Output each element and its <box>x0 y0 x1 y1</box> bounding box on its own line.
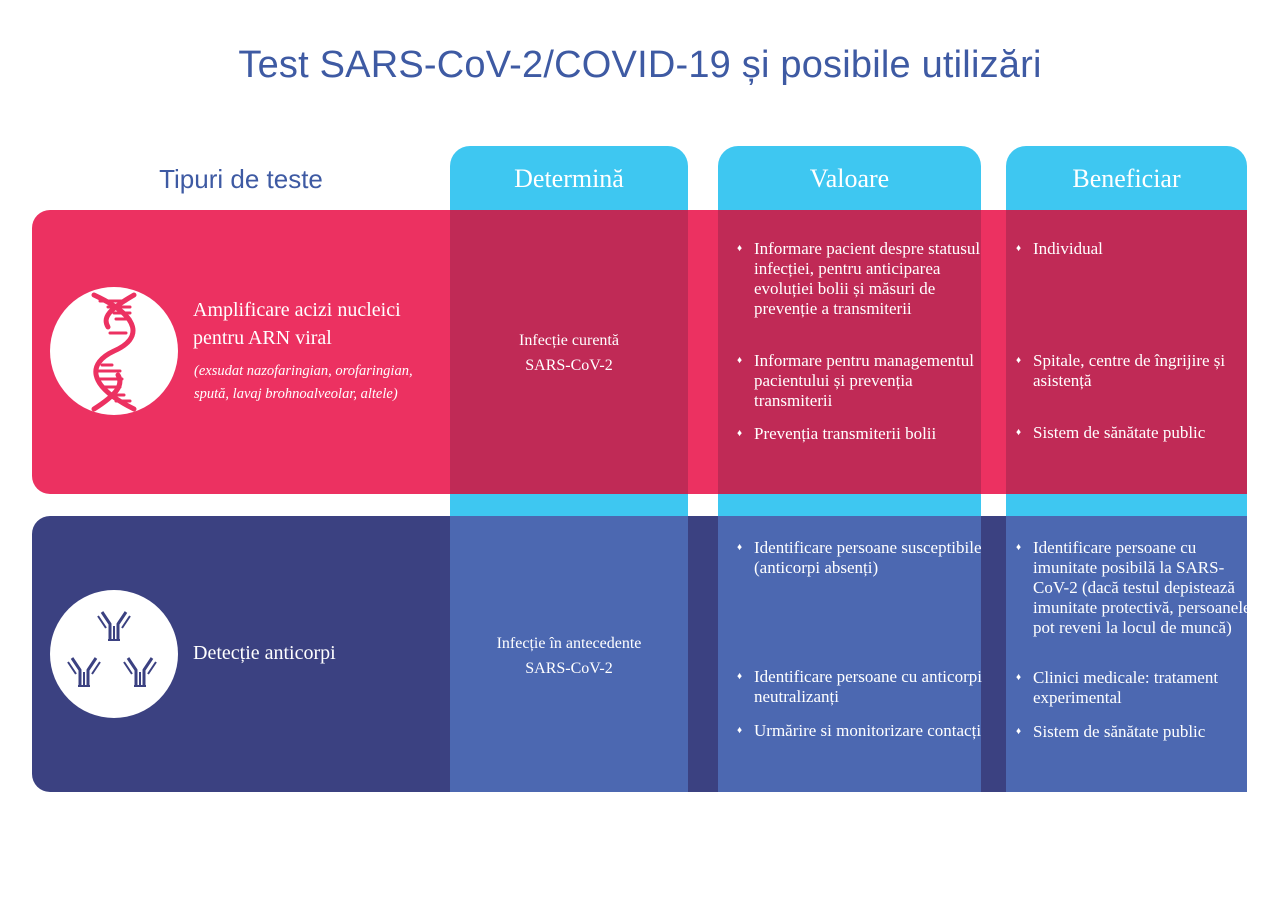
row1-beneficiar-item: ♦ Sistem de sănătate public <box>1016 423 1206 442</box>
diamond-bullet-icon: ♦ <box>1016 672 1022 683</box>
row1-valoare-item: ♦ Prevenția transmiterii bolii <box>737 424 937 443</box>
row2-valoare-item: ♦ Identificare persoane susceptibile (anticorpi absenți) <box>737 538 982 577</box>
page-title: Test SARS-CoV-2/COVID-19 și posibile utilizări <box>238 44 1042 86</box>
diamond-bullet-icon: ♦ <box>737 428 743 439</box>
diamond-bullet-icon: ♦ <box>1016 726 1022 737</box>
determina-line: Infecție în antecedente <box>496 635 642 652</box>
diamond-bullet-icon: ♦ <box>737 542 743 553</box>
row1-valoare-item: ♦ Informare pacient despre statusul infecției, pentru anticiparea evoluției bolii și măsuri de prevenție a transmiterii <box>737 239 981 318</box>
connector-strip <box>1006 494 1247 516</box>
row2-test-name: Detecție anticorpi <box>193 642 336 664</box>
row2-beneficiar-item: ♦ Sistem de sănătate public <box>1016 722 1206 741</box>
column-header-beneficiar: Beneficiar <box>1006 146 1247 210</box>
diamond-bullet-icon: ♦ <box>1016 542 1022 553</box>
diamond-bullet-icon: ♦ <box>737 243 743 254</box>
row1-determina-text <box>450 328 688 378</box>
antibodies-icon <box>50 590 178 718</box>
row1-beneficiar-item: ♦ Spitale, centre de îngrijire și asistență <box>1016 351 1226 390</box>
diamond-bullet-icon: ♦ <box>1016 243 1022 254</box>
row1-test-name: Amplificare acizi nucleici pentru ARN viral <box>193 299 401 349</box>
determina-line: Infecție curentă <box>519 332 619 349</box>
diamond-bullet-icon: ♦ <box>737 355 743 366</box>
row2-determina-text <box>450 631 688 681</box>
diamond-bullet-icon: ♦ <box>1016 427 1022 438</box>
row2-valoare-item: ♦ Urmărire si monitorizare contacți <box>737 721 982 740</box>
column-header-valoare: Valoare <box>718 146 981 210</box>
row2-beneficiar-item: ♦ Identificare persoane cu imunitate posibilă la SARS-CoV-2 (dacă testul depistează imunitate protectivă, persoanele pot reveni la locul de muncă) <box>1016 538 1251 637</box>
test-types-label: Tipuri de teste <box>159 164 323 194</box>
dna-helix-icon <box>50 287 178 415</box>
determina-line: SARS-CoV-2 <box>525 357 613 374</box>
determina-line: SARS-CoV-2 <box>525 660 613 677</box>
row1-beneficiar-item: ♦ Individual <box>1016 239 1103 258</box>
column-header-determina: Determină <box>450 146 688 210</box>
diamond-bullet-icon: ♦ <box>1016 355 1022 366</box>
diamond-bullet-icon: ♦ <box>737 671 743 682</box>
row1-test-samples: (exsudat nazofaringian, orofaringian, spută, lavaj brohnoalveolar, altele) <box>194 363 413 402</box>
row1-valoare-item: ♦ Informare pentru managementul pacientului și prevenția transmiterii <box>737 351 974 410</box>
connector-strip <box>718 494 981 516</box>
row2-valoare-item: ♦ Identificare persoane cu anticorpi neutralizanți <box>737 667 982 706</box>
connector-strip <box>450 494 688 516</box>
diamond-bullet-icon: ♦ <box>737 725 743 736</box>
row2-beneficiar-item: ♦ Clinici medicale: tratament experimental <box>1016 668 1219 707</box>
